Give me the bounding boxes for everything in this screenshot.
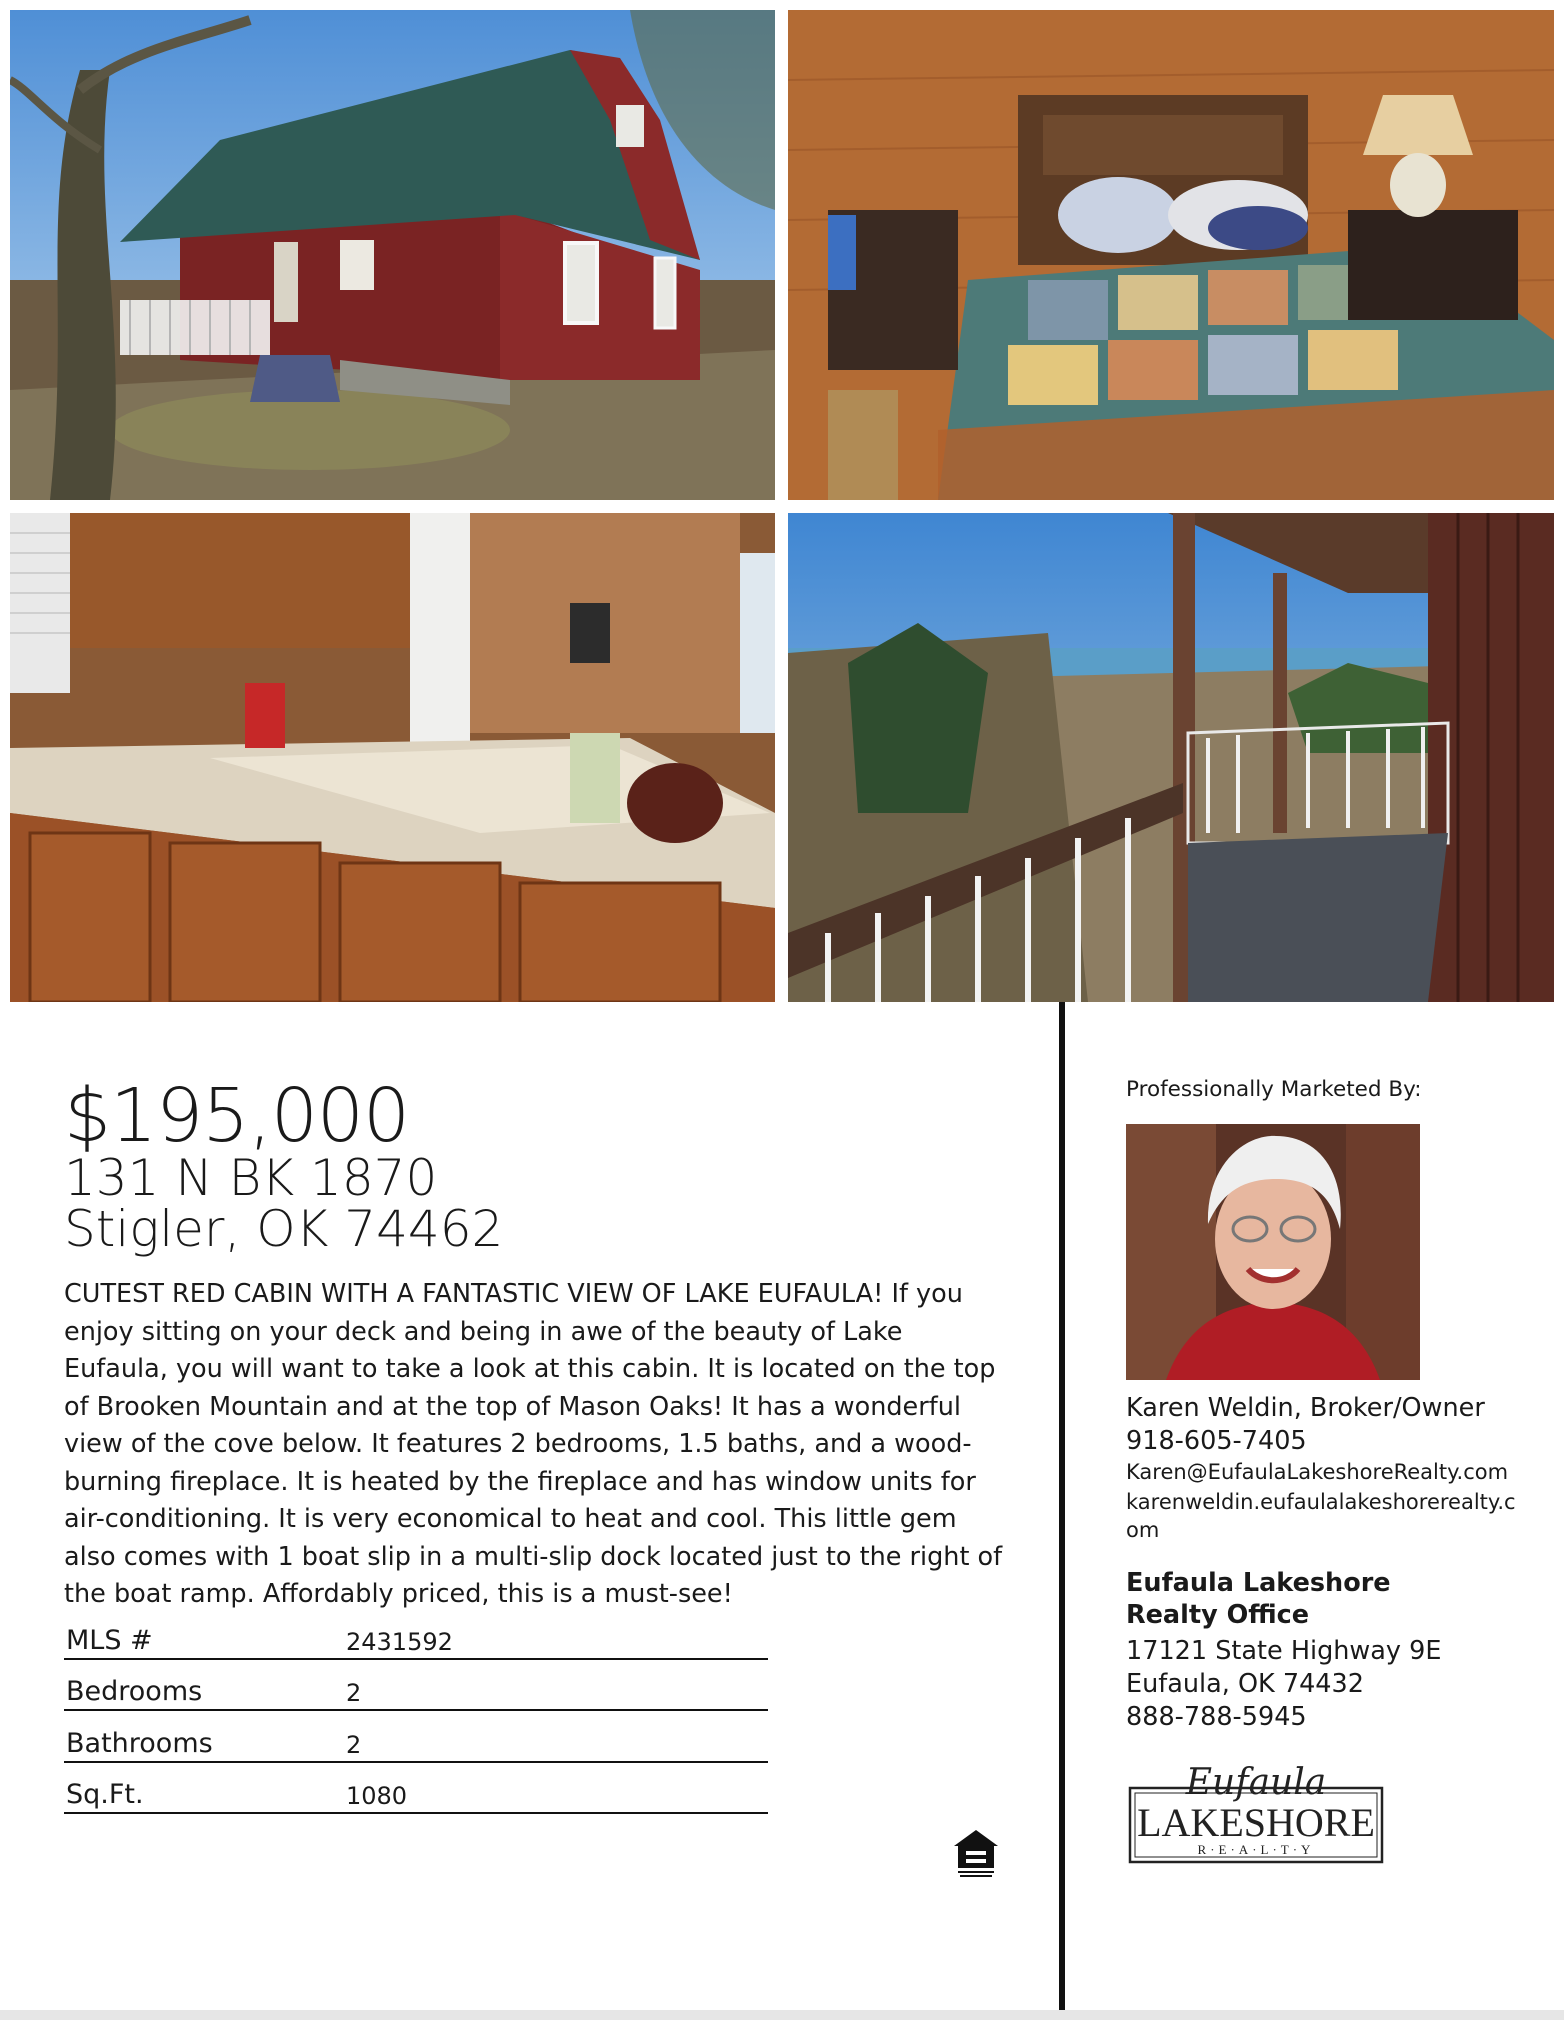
fact-label: Sq.Ft.: [66, 1779, 144, 1810]
equal-housing-opportunity-icon: [950, 1826, 1002, 1878]
fact-label: Bathrooms: [66, 1727, 213, 1759]
photo-bedroom: [788, 10, 1554, 500]
logo-sub-text: R·E·A·L·T·Y: [1197, 1842, 1315, 1857]
fact-row-sqft: [64, 1763, 768, 1815]
property-facts-table: [64, 1608, 768, 1814]
vertical-divider: [1059, 1002, 1065, 2010]
photo-cabin-exterior: [10, 10, 775, 500]
eufaula-lakeshore-realty-logo: [1126, 1758, 1386, 1868]
logo-script-text: Eufaula: [1185, 1762, 1327, 1803]
fact-value: 2431592: [346, 1627, 453, 1656]
office-phone[interactable]: 888-788-5945: [1126, 1702, 1307, 1732]
fact-row-mls: [64, 1608, 768, 1660]
address-line-1: 131 N BK 1870: [64, 1149, 438, 1207]
listing-description: CUTEST RED CABIN WITH A FANTASTIC VIEW OF LAKE EUFAULA! If you enjoy sitting on your deck and being in awe of the beauty of Lake Eufaula, you will want to take a look at this cabin. It is located on the top of Brooken Mountain and at the top of Mason Oaks! It has a wonderful view of the cove below. It features 2 bedrooms, 1.5 baths, and a wood-burning fireplace. It is heated by the fireplace and has window units for air-conditioning. It is very economical to heat and cool. This little gem also comes with 1 boat slip in a multi-slip dock located just to the right of the boat ramp. Affordably priced, this is a must-see!: [64, 1279, 1003, 1609]
fact-row-bedrooms: [64, 1660, 768, 1712]
fact-row-bathrooms: [64, 1711, 768, 1763]
logo-main-text: LAKESHORE: [1137, 1800, 1375, 1845]
marketed-by-label: Professionally Marketed By:: [1126, 1077, 1422, 1102]
fact-label: MLS #: [66, 1624, 153, 1656]
fact-value: 1080: [346, 1782, 408, 1810]
office-address-line-1: 17121 State Highway 9E: [1126, 1636, 1442, 1666]
agent-photo: [1126, 1124, 1420, 1380]
footer-band: [0, 2010, 1564, 2020]
office-address-line-2: Eufaula, OK 74432: [1126, 1669, 1364, 1699]
agent-name: Karen Weldin, Broker/Owner: [1126, 1393, 1485, 1423]
fact-value: 2: [346, 1679, 362, 1707]
office-name: Eufaula Lakeshore Realty Office: [1126, 1568, 1391, 1630]
agent-email-link[interactable]: Karen@EufaulaLakeshoreRealty.com: [1126, 1460, 1509, 1484]
photo-deck-lake-view: [788, 513, 1554, 1002]
photo-kitchen: [10, 513, 775, 1002]
fact-label: Bedrooms: [66, 1676, 203, 1707]
listing-price: $195,000: [64, 1073, 410, 1159]
address-line-2: Stigler, OK 74462: [64, 1200, 504, 1258]
agent-phone[interactable]: 918-605-7405: [1126, 1426, 1307, 1456]
agent-website-link[interactable]: karenweldin.eufaulalakeshorerealty.com: [1126, 1490, 1516, 1542]
fact-value: 2: [346, 1730, 362, 1759]
